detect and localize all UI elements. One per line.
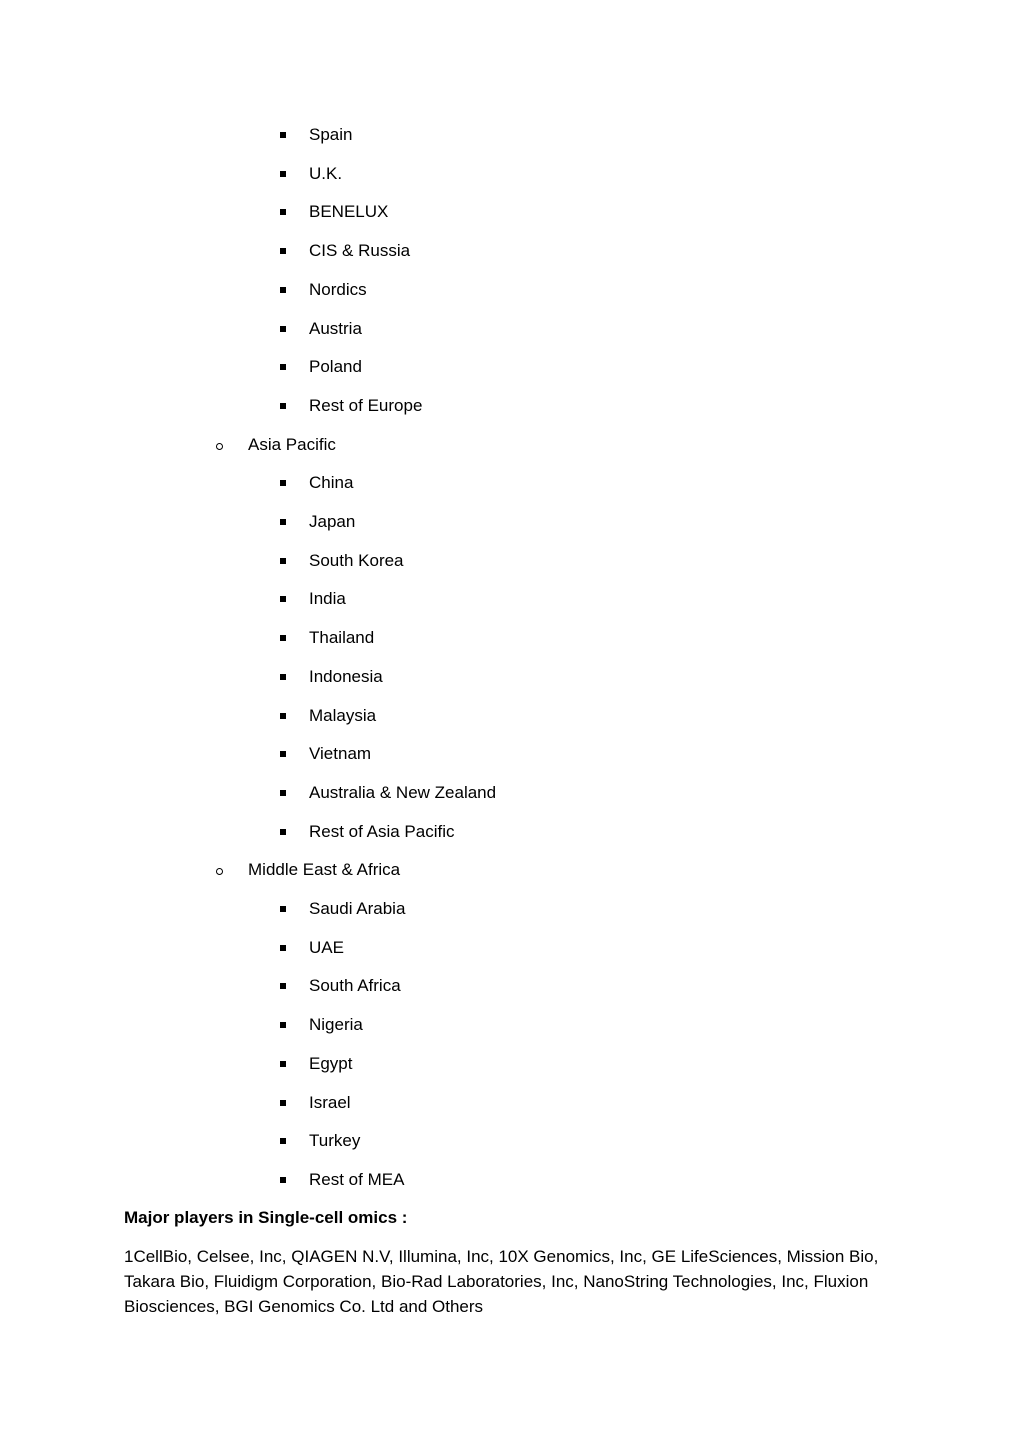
list-item xyxy=(0,936,1023,960)
country-label: Thailand xyxy=(309,628,375,648)
country-label: Nigeria xyxy=(309,1015,363,1035)
country-label: Spain xyxy=(309,125,353,144)
country-label: Vietnam xyxy=(309,744,372,764)
square-bullet-icon xyxy=(280,635,286,641)
square-bullet-icon xyxy=(280,480,286,486)
list-item xyxy=(0,665,1023,689)
square-bullet-icon xyxy=(280,906,286,912)
square-bullet-icon xyxy=(280,596,286,602)
list-item xyxy=(0,123,1023,147)
country-label: Australia & New Zealand xyxy=(309,782,497,802)
country-label: Rest of Europe xyxy=(309,395,423,415)
list-item xyxy=(0,1168,1023,1192)
country-label: U.K. xyxy=(309,163,343,183)
country-label: Poland xyxy=(309,357,362,377)
country-label: CIS & Russia xyxy=(309,241,411,261)
square-bullet-icon xyxy=(280,326,286,332)
country-label: South Korea xyxy=(309,550,404,570)
region-label: Asia Pacific xyxy=(248,434,336,454)
list-item xyxy=(0,858,1023,882)
square-bullet-icon xyxy=(280,209,286,215)
list-item xyxy=(0,820,1023,844)
list-item xyxy=(0,471,1023,495)
square-bullet-icon xyxy=(280,713,286,719)
square-bullet-icon xyxy=(280,171,286,177)
country-label: Turkey xyxy=(309,1131,361,1151)
country-label: Israel xyxy=(309,1092,351,1112)
country-label: Malaysia xyxy=(309,705,377,725)
country-label: Nordics xyxy=(309,279,367,299)
square-bullet-icon xyxy=(280,287,286,293)
square-bullet-icon xyxy=(280,674,286,680)
list-item xyxy=(0,1091,1023,1115)
list-item xyxy=(0,781,1023,805)
list-item xyxy=(0,1129,1023,1153)
square-bullet-icon xyxy=(280,829,286,835)
square-bullet-icon xyxy=(280,1100,286,1106)
list-item xyxy=(0,278,1023,302)
major-players-text: 1CellBio, Celsee, Inc, QIAGEN N.V, Illumina, Inc, 10X Genomics, Inc, GE LifeSciences, Mission Bio, Takara Bio, Fluidigm Corporation, Bio-Rad Laboratories, Inc, NanoString Technologies, Inc, Fluxion Biosciences, BGI Genomics Co. Ltd and Others xyxy=(124,1247,879,1316)
region-label: Middle East & Africa xyxy=(248,860,401,880)
country-label: India xyxy=(309,589,346,609)
square-bullet-icon xyxy=(280,945,286,951)
list-item xyxy=(0,704,1023,728)
country-label: UAE xyxy=(309,937,344,957)
country-label: Rest of MEA xyxy=(309,1169,405,1189)
square-bullet-icon xyxy=(280,790,286,796)
country-label: Indonesia xyxy=(309,666,383,686)
country-label: Rest of Asia Pacific xyxy=(309,821,455,841)
list-item xyxy=(0,1013,1023,1037)
square-bullet-icon xyxy=(280,1177,286,1183)
square-bullet-icon xyxy=(280,558,286,564)
list-item xyxy=(0,394,1023,418)
square-bullet-icon xyxy=(280,132,286,138)
square-bullet-icon xyxy=(280,403,286,409)
square-bullet-icon xyxy=(280,751,286,757)
major-players-heading: Major players in Single-cell omics : xyxy=(124,1208,408,1227)
list-item xyxy=(0,1052,1023,1076)
list-item xyxy=(0,510,1023,534)
circle-bullet-icon xyxy=(216,868,223,875)
list-item xyxy=(0,200,1023,224)
square-bullet-icon xyxy=(280,248,286,254)
list-item xyxy=(0,587,1023,611)
square-bullet-icon xyxy=(280,519,286,525)
country-label: China xyxy=(309,473,354,493)
country-label: South Africa xyxy=(309,976,401,996)
country-label: BENELUX xyxy=(309,202,389,222)
list-item xyxy=(0,742,1023,766)
list-item xyxy=(0,549,1023,573)
list-item xyxy=(0,317,1023,341)
list-item xyxy=(0,626,1023,650)
country-label: Austria xyxy=(309,318,362,338)
country-label: Saudi Arabia xyxy=(309,899,406,918)
list-item xyxy=(0,355,1023,379)
country-label: Egypt xyxy=(309,1053,353,1073)
square-bullet-icon xyxy=(280,364,286,370)
square-bullet-icon xyxy=(280,1022,286,1028)
list-item xyxy=(0,974,1023,998)
list-item xyxy=(0,897,1023,921)
list-item xyxy=(0,239,1023,263)
list-item xyxy=(0,162,1023,186)
square-bullet-icon xyxy=(280,1138,286,1144)
country-label: Japan xyxy=(309,512,356,531)
square-bullet-icon xyxy=(280,983,286,989)
list-item xyxy=(0,433,1023,457)
circle-bullet-icon xyxy=(216,443,223,450)
square-bullet-icon xyxy=(280,1061,286,1067)
